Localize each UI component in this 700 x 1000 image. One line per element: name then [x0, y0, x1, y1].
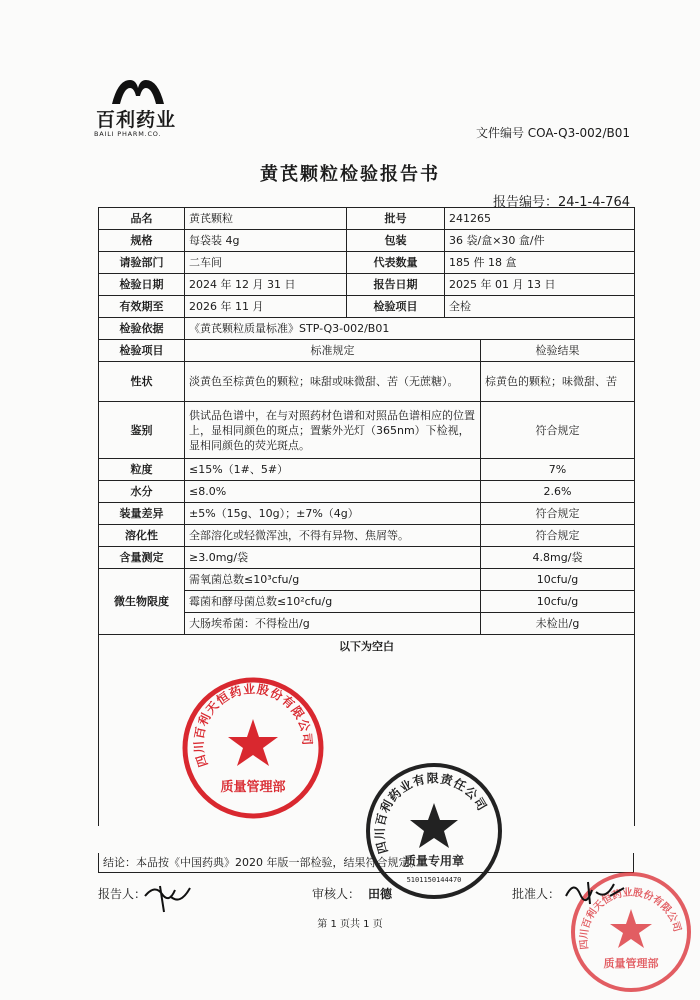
product-value: 黄芪颗粒 — [185, 208, 347, 230]
header-standard: 标准规定 — [185, 340, 481, 362]
svg-text:四川百利药业有限责任公司: 四川百利药业有限责任公司 — [372, 771, 490, 856]
test-standard: 全部溶化或轻微浑浊，不得有异物、焦屑等。 — [185, 525, 481, 547]
svg-text:质量管理部: 质量管理部 — [603, 957, 659, 970]
logo-mark-icon — [110, 78, 166, 104]
table-row — [99, 252, 635, 274]
approver-label: 批准人： — [512, 887, 561, 901]
pack-value: 36 袋/盒×30 盒/件 — [445, 230, 635, 252]
test-name: 水分 — [99, 481, 185, 503]
table-row — [99, 274, 635, 296]
micro-result: 10cfu/g — [481, 591, 635, 613]
test-standard: ≥3.0mg/袋 — [185, 547, 481, 569]
item-value: 全检 — [445, 296, 635, 318]
micro-result: 未检出/g — [481, 613, 635, 635]
header-item: 检验项目 — [99, 340, 185, 362]
conclusion: 结论：本品按《中国药典》2020 年版一部检验，结果符合规定。 — [98, 853, 634, 873]
test-result: 4.8mg/袋 — [481, 547, 635, 569]
table-header-row — [99, 340, 635, 362]
test-standard: ±5%（15g、10g）；±7%（4g） — [185, 503, 481, 525]
dept-label: 请验部门 — [99, 252, 185, 274]
blank-note: 以下为空白 — [339, 640, 394, 653]
reporter-label: 报告人： — [98, 887, 147, 901]
micro-standard: 大肠埃希菌：不得检出/g — [185, 613, 481, 635]
table-row — [99, 318, 635, 340]
test-name: 性状 — [99, 362, 185, 402]
test-row — [99, 459, 635, 481]
header-result: 检验结果 — [481, 340, 635, 362]
dept-value: 二车间 — [185, 252, 347, 274]
test-standard: 淡黄色至棕黄色的颗粒；味甜或味微甜、苦（无蔗糖）。 — [185, 362, 481, 402]
svg-text:质量专用章: 质量专用章 — [403, 854, 465, 868]
page-title: 黄芪颗粒检验报告书 — [260, 164, 440, 185]
approver-signature — [562, 874, 628, 908]
test-standard: ≤15%（1#、5#） — [185, 459, 481, 481]
item-label: 检验项目 — [347, 296, 445, 318]
test-result: 符合规定 — [481, 503, 635, 525]
table-row — [99, 208, 635, 230]
test-date-label: 检验日期 — [99, 274, 185, 296]
test-row — [99, 362, 635, 402]
micro-row — [99, 569, 635, 591]
expiry-label: 有效期至 — [99, 296, 185, 318]
company-logo — [92, 78, 192, 138]
batch-value: 241265 — [445, 208, 635, 230]
svg-text:质量管理部: 质量管理部 — [220, 780, 286, 795]
report-number: 报告编号：24-1-4-764 — [493, 195, 630, 210]
test-result: 符合规定 — [481, 525, 635, 547]
micro-standard: 需氧菌总数≤10³cfu/g — [185, 569, 481, 591]
test-row — [99, 481, 635, 503]
test-name: 粒度 — [99, 459, 185, 481]
test-name: 溶化性 — [99, 525, 185, 547]
expiry-value: 2026 年 11 月 — [185, 296, 347, 318]
test-result: 符合规定 — [481, 402, 635, 459]
test-result: 7% — [481, 459, 635, 481]
table-row — [99, 230, 635, 252]
page-number: 第 1 页共 1 页 — [317, 919, 383, 930]
qty-value: 185 件 18 盒 — [445, 252, 635, 274]
test-date-value: 2024 年 12 月 31 日 — [185, 274, 347, 296]
reporter-signature — [140, 876, 200, 916]
micro-standard: 霉菌和酵母菌总数≤10²cfu/g — [185, 591, 481, 613]
quality-dept-seal — [178, 673, 328, 823]
test-name: 含量测定 — [99, 547, 185, 569]
pack-label: 包装 — [347, 230, 445, 252]
report-date-value: 2025 年 01 月 13 日 — [445, 274, 635, 296]
table-row — [99, 296, 635, 318]
basis-value: 《黄芪颗粒质量标准》STP-Q3-002/B01 — [185, 318, 635, 340]
spec-value: 每袋装 4g — [185, 230, 347, 252]
report-date-label: 报告日期 — [347, 274, 445, 296]
test-row — [99, 525, 635, 547]
company-name-cn: 百利药业 — [96, 109, 177, 131]
quality-special-seal — [360, 757, 508, 905]
reviewer-name: 田德 — [368, 887, 393, 901]
test-result: 2.6% — [481, 481, 635, 503]
reviewer-label: 审核人： — [312, 887, 361, 901]
micro-name: 微生物限度 — [99, 569, 185, 635]
company-name-en: BAILI PHARM.CO. — [94, 130, 162, 138]
test-name: 装量差异 — [99, 503, 185, 525]
test-row — [99, 402, 635, 459]
product-label: 品名 — [99, 208, 185, 230]
test-row — [99, 547, 635, 569]
micro-result: 10cfu/g — [481, 569, 635, 591]
basis-label: 检验依据 — [99, 318, 185, 340]
test-row — [99, 503, 635, 525]
file-number: 文件编号 COA-Q3-002/B01 — [475, 126, 630, 140]
test-standard: ≤8.0% — [185, 481, 481, 503]
spec-label: 规格 — [99, 230, 185, 252]
batch-label: 批号 — [347, 208, 445, 230]
test-result: 棕黄色的颗粒；味微甜、苦 — [481, 362, 635, 402]
test-name: 鉴别 — [99, 402, 185, 459]
svg-text:四川百利天恒药业股份有限公司: 四川百利天恒药业股份有限公司 — [191, 681, 315, 769]
test-standard: 供试品色谱中，在与对照药材色谱和对照品色谱相应的位置上，显相同颜色的斑点；置紫外光灯（365nm）下检视，显相同颜色的荧光斑点。 — [185, 402, 481, 459]
qty-label: 代表数量 — [347, 252, 445, 274]
svg-text:5101150144470: 5101150144470 — [406, 876, 462, 884]
svg-text:四川百利天恒药业股份有限公司: 四川百利天恒药业股份有限公司 — [578, 887, 683, 950]
